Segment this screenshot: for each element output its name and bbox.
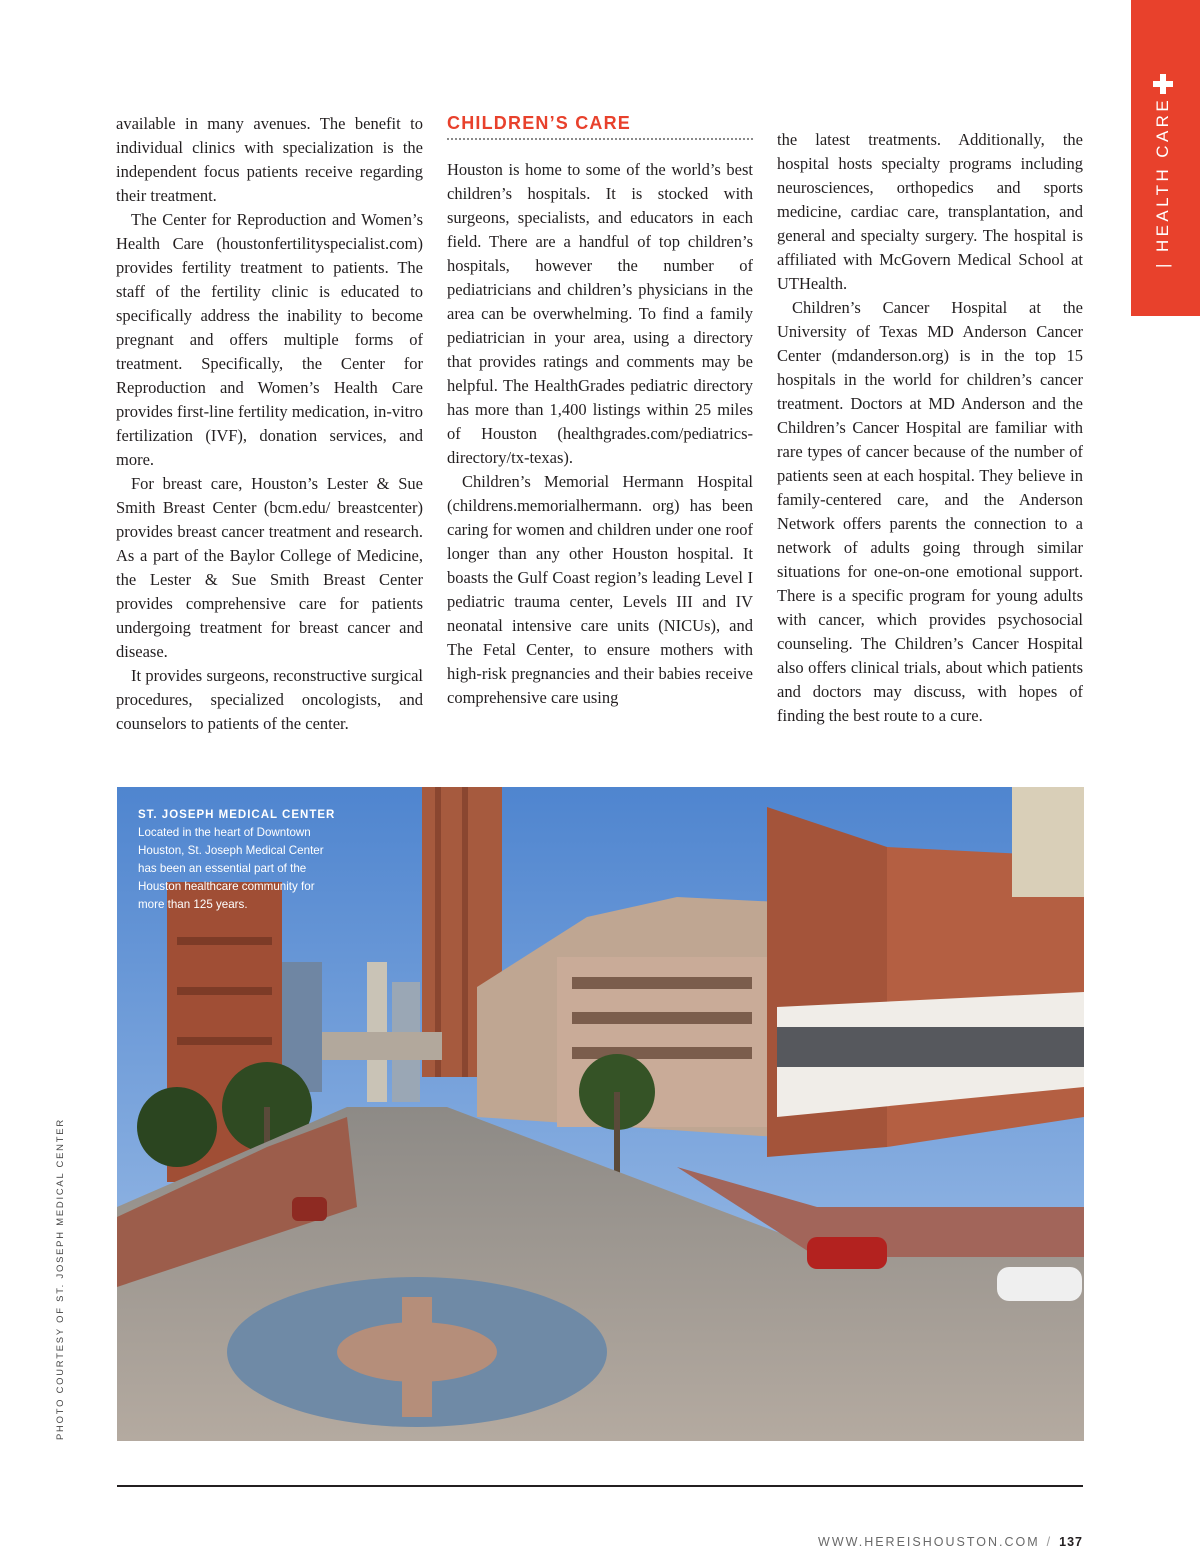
paragraph: available in many avenues. The benefit to individual clinics with specialization is the independent focus patients receive regarding their treatment. (116, 114, 423, 205)
footer (818, 1535, 1083, 1549)
article-column-1 (116, 112, 423, 736)
footer-rule (117, 1485, 1083, 1487)
photo-caption (138, 806, 343, 914)
website-link[interactable]: WWW.HEREISHOUSTON.COM (818, 1535, 1040, 1549)
paragraph: The Center for Reproduction and Women’s Health Care (houstonfertilityspecialist.com) provides fertility treatment to patients. The staff of the fertility clinic is educated to specifically address the inability to become pregnant and offers multiple forms of treatment. Specifically, the Center for Reproduction and Women’s Health Care provides first-line fertility medication, in-vitro fertilization (IVF), donation services, and more. (116, 210, 423, 469)
footer-separator: / (1046, 1535, 1053, 1549)
paragraph: It provides surgeons, reconstructive surgical procedures, specialized oncologists, and counselors to patients of the center. (116, 666, 423, 733)
dotted-divider (447, 138, 753, 140)
section-tab-label: | HEALTH CARE (1153, 96, 1172, 268)
section-tab (1131, 0, 1200, 316)
page-number: 137 (1059, 1535, 1083, 1549)
paragraph: For breast care, Houston’s Lester & Sue Smith Breast Center (bcm.edu/ breastcenter) provides breast cancer treatment and research. As a part of the Baylor College of Medicine, the Lester & Sue Smith Breast Center provides comprehensive care for patients undergoing treatment for breast cancer and disease. (116, 474, 423, 661)
article-column-2 (447, 112, 753, 710)
article-column-3 (777, 128, 1083, 728)
paragraph: Children’s Cancer Hospital at the University of Texas MD Anderson Cancer Center (mdanderson.org) is in the top 15 hospitals in the world for children’s cancer treatment. Doctors at MD Anderson and the Children’s Cancer Hospital are familiar with rare types of cancer because of the number of patients seen at each hospital. They believe in family-centered care, and the Anderson Network offers parents the connection to a network of adults going through similar situations for one-on-one emotional support. There is a specific program for young adults with cancer, which provides psychosocial counseling. The Children’s Cancer Hospital also offers clinical trials, about which patients and doctors may discuss, with hopes of finding the best route to a cure. (777, 298, 1083, 725)
photo-credit: PHOTO COURTESY OF ST. JOSEPH MEDICAL CENTER (54, 1118, 65, 1440)
paragraph: Children’s Memorial Hermann Hospital (childrens.memorialhermann. org) has been caring for women and children under one roof longer than any other Houston hospital. It boasts the Gulf Coast region’s leading Level I pediatric trauma center, Levels III and IV neonatal intensive care units (NICUs), and The Fetal Center, to ensure mothers with high-risk pregnancies and their babies receive comprehensive care using (447, 472, 753, 707)
paragraph: Houston is home to some of the world’s best children’s hospitals. It is stocked with surgeons, specialists, and educators in each field. There are a handful of top children’s hospitals, however the number of pediatricians and children’s physicians in the area can be overwhelming. To find a family pediatrician in your area, using a directory that provides ratings and comments may be helpful. The HealthGrades pediatric directory has more than 1,400 listings within 25 miles of Houston (healthgrades.com/pediatrics-directory/tx-texas). (447, 160, 753, 467)
caption-text: Located in the heart of Downtown Houston, St. Joseph Medical Center has been an essential part of the Houston healthcare community for more than 125 years. (138, 826, 324, 911)
section-heading: CHILDREN’S CARE (447, 113, 632, 133)
caption-title: ST. JOSEPH MEDICAL CENTER (138, 809, 336, 821)
paragraph: the latest treatments. Additionally, the hospital hosts specialty programs including neurosciences, orthopedics and sports medicine, cardiac care, transplantation, and general and specialty surgery. The hospital is affiliated with McGovern Medical School at UTHealth. (777, 130, 1083, 293)
